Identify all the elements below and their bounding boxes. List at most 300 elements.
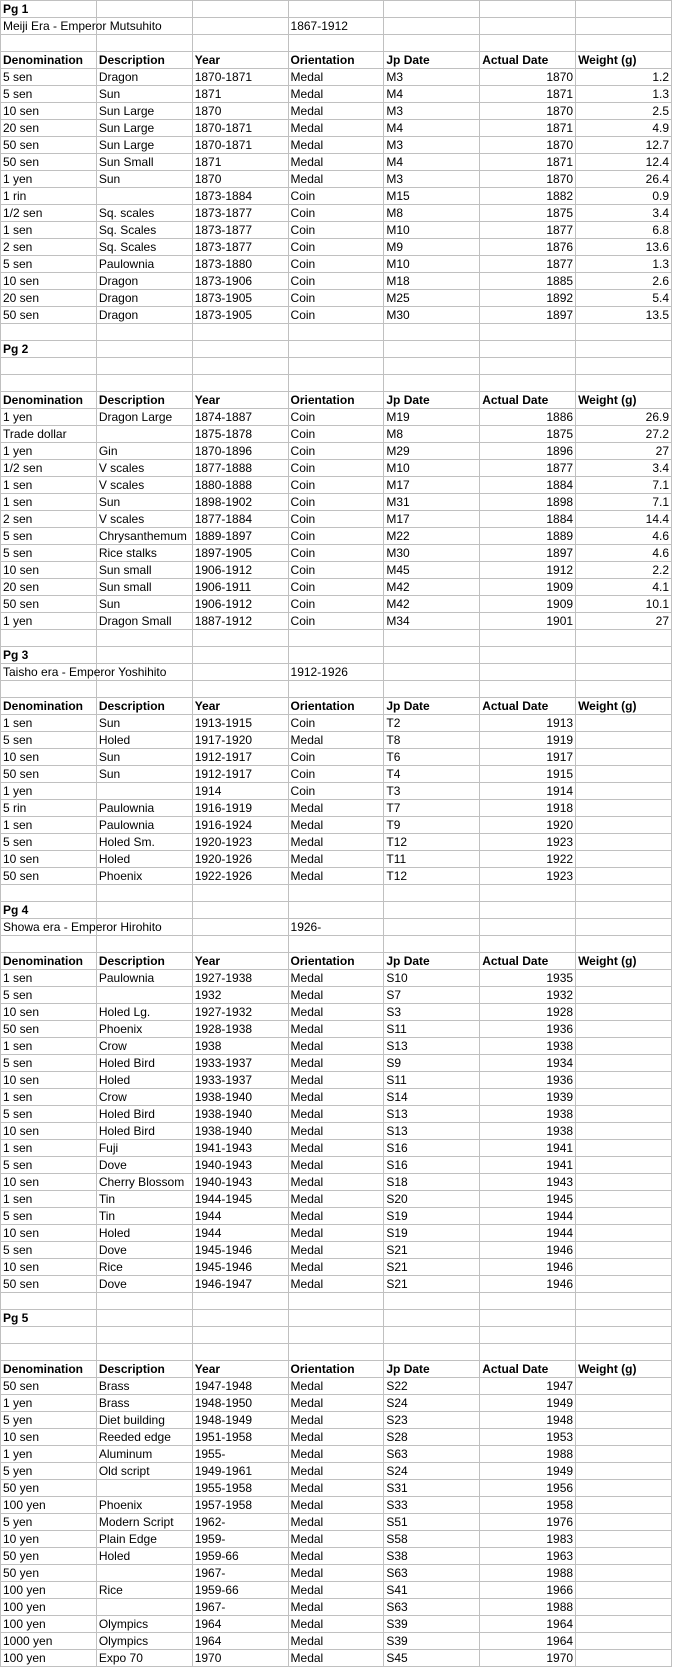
cell-weight[interactable]: 13.6 bbox=[576, 239, 672, 256]
cell-description[interactable]: Sun bbox=[96, 596, 192, 613]
cell[interactable] bbox=[192, 1293, 288, 1310]
cell-year[interactable]: 1889-1897 bbox=[192, 528, 288, 545]
cell[interactable] bbox=[576, 375, 672, 392]
cell-weight[interactable] bbox=[576, 1072, 672, 1089]
cell[interactable] bbox=[576, 630, 672, 647]
cell-jp-date[interactable]: S20 bbox=[384, 1191, 480, 1208]
cell-description[interactable] bbox=[96, 783, 192, 800]
cell-denomination[interactable]: 5 sen bbox=[1, 69, 97, 86]
cell-jp-date[interactable]: S3 bbox=[384, 1004, 480, 1021]
cell-actual-date[interactable]: 1897 bbox=[480, 545, 576, 562]
cell-description[interactable]: Holed Bird bbox=[96, 1055, 192, 1072]
cell[interactable] bbox=[288, 341, 384, 358]
cell-weight[interactable] bbox=[576, 1106, 672, 1123]
cell-jp-date[interactable]: S51 bbox=[384, 1514, 480, 1531]
cell[interactable] bbox=[480, 18, 576, 35]
column-header-actual-date[interactable]: Actual Date bbox=[480, 1361, 576, 1378]
cell-year[interactable]: 1940-1943 bbox=[192, 1174, 288, 1191]
cell[interactable] bbox=[96, 681, 192, 698]
cell[interactable] bbox=[384, 35, 480, 52]
cell-year[interactable]: 1873-1905 bbox=[192, 307, 288, 324]
cell[interactable] bbox=[384, 1293, 480, 1310]
cell-description[interactable]: Holed bbox=[96, 732, 192, 749]
cell-orientation[interactable]: Medal bbox=[288, 1565, 384, 1582]
cell[interactable] bbox=[576, 936, 672, 953]
cell-year[interactable]: 1906-1911 bbox=[192, 579, 288, 596]
cell[interactable] bbox=[576, 919, 672, 936]
cell-weight[interactable] bbox=[576, 1412, 672, 1429]
cell-denomination[interactable]: 1 sen bbox=[1, 1089, 97, 1106]
cell-jp-date[interactable]: M42 bbox=[384, 579, 480, 596]
cell[interactable] bbox=[96, 885, 192, 902]
cell-description[interactable]: Sun bbox=[96, 86, 192, 103]
cell-actual-date[interactable]: 1913 bbox=[480, 715, 576, 732]
cell[interactable] bbox=[384, 630, 480, 647]
cell-weight[interactable] bbox=[576, 1174, 672, 1191]
cell[interactable] bbox=[480, 885, 576, 902]
cell-orientation[interactable]: Medal bbox=[288, 1242, 384, 1259]
cell[interactable] bbox=[384, 1327, 480, 1344]
cell[interactable] bbox=[192, 647, 288, 664]
cell-jp-date[interactable]: M10 bbox=[384, 460, 480, 477]
cell-weight[interactable] bbox=[576, 1276, 672, 1293]
cell[interactable] bbox=[576, 664, 672, 681]
cell-denomination[interactable]: 50 sen bbox=[1, 596, 97, 613]
cell-orientation[interactable]: Coin bbox=[288, 494, 384, 511]
cell[interactable] bbox=[480, 1310, 576, 1327]
cell-jp-date[interactable]: S7 bbox=[384, 987, 480, 1004]
cell-year[interactable]: 1947-1948 bbox=[192, 1378, 288, 1395]
cell[interactable] bbox=[1, 358, 97, 375]
cell-description[interactable]: Aluminum bbox=[96, 1446, 192, 1463]
cell-year[interactable]: 1877-1884 bbox=[192, 511, 288, 528]
cell-denomination[interactable]: 10 sen bbox=[1, 103, 97, 120]
cell-actual-date[interactable]: 1870 bbox=[480, 137, 576, 154]
cell-denomination[interactable]: 5 sen bbox=[1, 86, 97, 103]
cell-denomination[interactable]: 1 sen bbox=[1, 817, 97, 834]
cell-denomination[interactable]: 10 sen bbox=[1, 851, 97, 868]
cell-orientation[interactable]: Medal bbox=[288, 1191, 384, 1208]
column-header-weight[interactable]: Weight (g) bbox=[576, 953, 672, 970]
cell-weight[interactable] bbox=[576, 1565, 672, 1582]
cell-denomination[interactable]: 10 sen bbox=[1, 273, 97, 290]
cell-orientation[interactable]: Coin bbox=[288, 613, 384, 630]
cell-orientation[interactable]: Medal bbox=[288, 1463, 384, 1480]
cell[interactable] bbox=[576, 1344, 672, 1361]
cell-actual-date[interactable]: 1871 bbox=[480, 154, 576, 171]
cell[interactable] bbox=[192, 630, 288, 647]
cell-jp-date[interactable]: M10 bbox=[384, 256, 480, 273]
cell[interactable] bbox=[192, 375, 288, 392]
cell-weight[interactable]: 12.7 bbox=[576, 137, 672, 154]
cell-actual-date[interactable]: 1918 bbox=[480, 800, 576, 817]
cell[interactable] bbox=[480, 647, 576, 664]
cell-weight[interactable] bbox=[576, 783, 672, 800]
cell-year[interactable]: 1957-1958 bbox=[192, 1497, 288, 1514]
cell-jp-date[interactable]: S9 bbox=[384, 1055, 480, 1072]
cell-orientation[interactable]: Coin bbox=[288, 477, 384, 494]
cell-denomination[interactable]: 5 sen bbox=[1, 1157, 97, 1174]
cell-denomination[interactable]: 10 sen bbox=[1, 1225, 97, 1242]
cell-orientation[interactable]: Medal bbox=[288, 987, 384, 1004]
cell-year[interactable]: 1955-1958 bbox=[192, 1480, 288, 1497]
cell-orientation[interactable]: Medal bbox=[288, 1378, 384, 1395]
cell-denomination[interactable]: 1 yen bbox=[1, 613, 97, 630]
cell-actual-date[interactable]: 1871 bbox=[480, 120, 576, 137]
cell-weight[interactable] bbox=[576, 1582, 672, 1599]
cell-orientation[interactable]: Medal bbox=[288, 1497, 384, 1514]
cell-year[interactable]: 1874-1887 bbox=[192, 409, 288, 426]
cell[interactable] bbox=[1, 324, 97, 341]
cell-orientation[interactable]: Medal bbox=[288, 1514, 384, 1531]
cell-actual-date[interactable]: 1901 bbox=[480, 613, 576, 630]
cell-weight[interactable] bbox=[576, 1089, 672, 1106]
page-label[interactable]: Pg 2 bbox=[1, 341, 97, 358]
cell-description[interactable]: Dove bbox=[96, 1242, 192, 1259]
cell[interactable] bbox=[384, 324, 480, 341]
cell[interactable] bbox=[96, 324, 192, 341]
cell-actual-date[interactable]: 1976 bbox=[480, 1514, 576, 1531]
cell-jp-date[interactable]: S16 bbox=[384, 1157, 480, 1174]
cell-description[interactable]: Brass bbox=[96, 1378, 192, 1395]
cell-denomination[interactable]: 1000 yen bbox=[1, 1633, 97, 1650]
cell[interactable] bbox=[192, 1344, 288, 1361]
cell-denomination[interactable]: 5 sen bbox=[1, 987, 97, 1004]
cell-jp-date[interactable]: M18 bbox=[384, 273, 480, 290]
cell-description[interactable]: Sun bbox=[96, 494, 192, 511]
cell-denomination[interactable]: 10 sen bbox=[1, 1004, 97, 1021]
cell-actual-date[interactable]: 1932 bbox=[480, 987, 576, 1004]
cell[interactable] bbox=[384, 936, 480, 953]
cell-weight[interactable] bbox=[576, 1208, 672, 1225]
cell-weight[interactable] bbox=[576, 987, 672, 1004]
cell-year[interactable]: 1871 bbox=[192, 154, 288, 171]
column-header-description[interactable]: Description bbox=[96, 52, 192, 69]
cell-jp-date[interactable]: M42 bbox=[384, 596, 480, 613]
cell-description[interactable]: Holed Sm. bbox=[96, 834, 192, 851]
cell-denomination[interactable]: 1/2 sen bbox=[1, 205, 97, 222]
cell[interactable] bbox=[384, 885, 480, 902]
cell-description[interactable]: Gin bbox=[96, 443, 192, 460]
cell-description[interactable]: Sun Small bbox=[96, 154, 192, 171]
cell[interactable] bbox=[288, 375, 384, 392]
cell-denomination[interactable]: 100 yen bbox=[1, 1616, 97, 1633]
cell[interactable] bbox=[384, 681, 480, 698]
cell-year[interactable]: 1967- bbox=[192, 1565, 288, 1582]
cell-jp-date[interactable]: S21 bbox=[384, 1259, 480, 1276]
cell-year[interactable]: 1955- bbox=[192, 1446, 288, 1463]
cell-year[interactable]: 1940-1943 bbox=[192, 1157, 288, 1174]
cell[interactable] bbox=[576, 358, 672, 375]
cell[interactable] bbox=[576, 681, 672, 698]
cell-actual-date[interactable]: 1947 bbox=[480, 1378, 576, 1395]
column-header-denomination[interactable]: Denomination bbox=[1, 52, 97, 69]
cell-description[interactable] bbox=[96, 1480, 192, 1497]
cell-orientation[interactable]: Coin bbox=[288, 562, 384, 579]
cell-description[interactable]: Holed Lg. bbox=[96, 1004, 192, 1021]
cell-weight[interactable] bbox=[576, 868, 672, 885]
cell[interactable] bbox=[288, 630, 384, 647]
cell-denomination[interactable]: 50 sen bbox=[1, 307, 97, 324]
cell-actual-date[interactable]: 1988 bbox=[480, 1565, 576, 1582]
cell[interactable] bbox=[288, 885, 384, 902]
column-header-orientation[interactable]: Orientation bbox=[288, 52, 384, 69]
cell-actual-date[interactable]: 1958 bbox=[480, 1497, 576, 1514]
cell-weight[interactable] bbox=[576, 1446, 672, 1463]
cell-weight[interactable] bbox=[576, 715, 672, 732]
cell[interactable] bbox=[192, 18, 288, 35]
cell-denomination[interactable]: 1/2 sen bbox=[1, 460, 97, 477]
cell[interactable] bbox=[192, 358, 288, 375]
cell[interactable] bbox=[1, 35, 97, 52]
cell-year[interactable]: 1875-1878 bbox=[192, 426, 288, 443]
cell-description[interactable]: Dove bbox=[96, 1157, 192, 1174]
cell-actual-date[interactable]: 1909 bbox=[480, 596, 576, 613]
cell-denomination[interactable]: 1 rin bbox=[1, 188, 97, 205]
era-name[interactable]: Showa era - Emperor Hirohito bbox=[1, 919, 97, 936]
cell-year[interactable]: 1870-1871 bbox=[192, 120, 288, 137]
cell-jp-date[interactable]: M15 bbox=[384, 188, 480, 205]
cell-orientation[interactable]: Medal bbox=[288, 1412, 384, 1429]
cell-jp-date[interactable]: M4 bbox=[384, 120, 480, 137]
cell-denomination[interactable]: 5 rin bbox=[1, 800, 97, 817]
cell-jp-date[interactable]: S18 bbox=[384, 1174, 480, 1191]
cell-jp-date[interactable]: S23 bbox=[384, 1412, 480, 1429]
cell[interactable] bbox=[384, 647, 480, 664]
cell-actual-date[interactable]: 1919 bbox=[480, 732, 576, 749]
cell-orientation[interactable]: Medal bbox=[288, 1021, 384, 1038]
cell-weight[interactable] bbox=[576, 1548, 672, 1565]
cell-actual-date[interactable]: 1875 bbox=[480, 426, 576, 443]
era-years[interactable]: 1867-1912 bbox=[288, 18, 384, 35]
cell-year[interactable]: 1938-1940 bbox=[192, 1106, 288, 1123]
cell-orientation[interactable]: Coin bbox=[288, 528, 384, 545]
cell[interactable] bbox=[384, 358, 480, 375]
cell-year[interactable]: 1959- bbox=[192, 1531, 288, 1548]
cell-weight[interactable]: 3.4 bbox=[576, 205, 672, 222]
cell-orientation[interactable]: Coin bbox=[288, 749, 384, 766]
era-name[interactable]: Taisho era - Emperor Yoshihito bbox=[1, 664, 97, 681]
cell-denomination[interactable]: 5 sen bbox=[1, 1242, 97, 1259]
cell-jp-date[interactable]: S63 bbox=[384, 1446, 480, 1463]
cell[interactable] bbox=[192, 681, 288, 698]
cell-weight[interactable] bbox=[576, 732, 672, 749]
cell-denomination[interactable]: 2 sen bbox=[1, 239, 97, 256]
cell-actual-date[interactable]: 1923 bbox=[480, 868, 576, 885]
cell-year[interactable]: 1912-1917 bbox=[192, 749, 288, 766]
cell-jp-date[interactable]: S19 bbox=[384, 1225, 480, 1242]
cell-jp-date[interactable]: S58 bbox=[384, 1531, 480, 1548]
cell-denomination[interactable]: 10 sen bbox=[1, 1429, 97, 1446]
cell-jp-date[interactable]: S10 bbox=[384, 970, 480, 987]
cell-weight[interactable] bbox=[576, 749, 672, 766]
cell-jp-date[interactable]: S63 bbox=[384, 1599, 480, 1616]
cell-jp-date[interactable]: S14 bbox=[384, 1089, 480, 1106]
cell[interactable] bbox=[288, 324, 384, 341]
cell-year[interactable]: 1914 bbox=[192, 783, 288, 800]
cell-jp-date[interactable]: M8 bbox=[384, 205, 480, 222]
cell-actual-date[interactable]: 1946 bbox=[480, 1276, 576, 1293]
column-header-denomination[interactable]: Denomination bbox=[1, 953, 97, 970]
cell-orientation[interactable]: Medal bbox=[288, 1140, 384, 1157]
cell-denomination[interactable]: 5 sen bbox=[1, 256, 97, 273]
cell-year[interactable]: 1927-1932 bbox=[192, 1004, 288, 1021]
cell-description[interactable]: Sun small bbox=[96, 562, 192, 579]
cell-orientation[interactable]: Medal bbox=[288, 137, 384, 154]
cell-denomination[interactable]: 5 sen bbox=[1, 528, 97, 545]
cell-description[interactable]: Holed bbox=[96, 851, 192, 868]
column-header-orientation[interactable]: Orientation bbox=[288, 953, 384, 970]
cell-orientation[interactable]: Medal bbox=[288, 1157, 384, 1174]
column-header-weight[interactable]: Weight (g) bbox=[576, 698, 672, 715]
cell-actual-date[interactable]: 1877 bbox=[480, 222, 576, 239]
cell-description[interactable]: Phoenix bbox=[96, 1497, 192, 1514]
cell-year[interactable]: 1933-1937 bbox=[192, 1072, 288, 1089]
cell-description[interactable]: Dove bbox=[96, 1276, 192, 1293]
cell-denomination[interactable]: 20 sen bbox=[1, 290, 97, 307]
cell-denomination[interactable]: 1 yen bbox=[1, 171, 97, 188]
cell-orientation[interactable]: Medal bbox=[288, 120, 384, 137]
cell-actual-date[interactable]: 1914 bbox=[480, 783, 576, 800]
cell-jp-date[interactable]: S13 bbox=[384, 1123, 480, 1140]
cell-jp-date[interactable]: T6 bbox=[384, 749, 480, 766]
cell-actual-date[interactable]: 1886 bbox=[480, 409, 576, 426]
cell-actual-date[interactable]: 1956 bbox=[480, 1480, 576, 1497]
column-header-year[interactable]: Year bbox=[192, 392, 288, 409]
cell-orientation[interactable]: Medal bbox=[288, 1650, 384, 1667]
cell-orientation[interactable]: Medal bbox=[288, 1276, 384, 1293]
cell-year[interactable]: 1916-1924 bbox=[192, 817, 288, 834]
cell-actual-date[interactable]: 1949 bbox=[480, 1463, 576, 1480]
cell-description[interactable]: Rice bbox=[96, 1582, 192, 1599]
cell-year[interactable]: 1920-1926 bbox=[192, 851, 288, 868]
cell-denomination[interactable]: 1 sen bbox=[1, 970, 97, 987]
cell-jp-date[interactable]: M3 bbox=[384, 69, 480, 86]
cell-jp-date[interactable]: M19 bbox=[384, 409, 480, 426]
cell-jp-date[interactable]: S21 bbox=[384, 1276, 480, 1293]
cell[interactable] bbox=[96, 375, 192, 392]
cell-weight[interactable] bbox=[576, 1497, 672, 1514]
cell-denomination[interactable]: 5 sen bbox=[1, 1208, 97, 1225]
cell[interactable] bbox=[1, 1344, 97, 1361]
cell-orientation[interactable]: Medal bbox=[288, 1548, 384, 1565]
cell-weight[interactable]: 7.1 bbox=[576, 494, 672, 511]
cell-orientation[interactable]: Coin bbox=[288, 596, 384, 613]
cell-weight[interactable]: 4.1 bbox=[576, 579, 672, 596]
column-header-jp-date[interactable]: Jp Date bbox=[384, 1361, 480, 1378]
cell-jp-date[interactable]: M45 bbox=[384, 562, 480, 579]
cell-jp-date[interactable]: M31 bbox=[384, 494, 480, 511]
cell-year[interactable]: 1959-66 bbox=[192, 1582, 288, 1599]
cell-jp-date[interactable]: S28 bbox=[384, 1429, 480, 1446]
cell[interactable] bbox=[576, 35, 672, 52]
cell-denomination[interactable]: 1 yen bbox=[1, 1395, 97, 1412]
column-header-year[interactable]: Year bbox=[192, 698, 288, 715]
cell-weight[interactable]: 27 bbox=[576, 613, 672, 630]
cell-jp-date[interactable]: M3 bbox=[384, 137, 480, 154]
cell-year[interactable]: 1951-1958 bbox=[192, 1429, 288, 1446]
cell-year[interactable]: 1873-1877 bbox=[192, 222, 288, 239]
cell-denomination[interactable]: 100 yen bbox=[1, 1650, 97, 1667]
cell-denomination[interactable]: 10 sen bbox=[1, 1072, 97, 1089]
cell-jp-date[interactable]: S24 bbox=[384, 1395, 480, 1412]
column-header-actual-date[interactable]: Actual Date bbox=[480, 52, 576, 69]
cell-jp-date[interactable]: S21 bbox=[384, 1242, 480, 1259]
cell[interactable] bbox=[192, 919, 288, 936]
cell[interactable] bbox=[96, 902, 192, 919]
cell-actual-date[interactable]: 1885 bbox=[480, 273, 576, 290]
cell-weight[interactable]: 10.1 bbox=[576, 596, 672, 613]
cell-description[interactable]: Paulownia bbox=[96, 256, 192, 273]
cell-weight[interactable]: 26.4 bbox=[576, 171, 672, 188]
cell-actual-date[interactable]: 1923 bbox=[480, 834, 576, 851]
era-years[interactable]: 1926- bbox=[288, 919, 384, 936]
cell-description[interactable]: Olympics bbox=[96, 1633, 192, 1650]
cell-description[interactable]: Sun small bbox=[96, 579, 192, 596]
cell-actual-date[interactable]: 1939 bbox=[480, 1089, 576, 1106]
column-header-orientation[interactable]: Orientation bbox=[288, 698, 384, 715]
cell-jp-date[interactable]: S38 bbox=[384, 1548, 480, 1565]
cell-description[interactable]: Sun Large bbox=[96, 137, 192, 154]
cell-orientation[interactable]: Medal bbox=[288, 1531, 384, 1548]
cell[interactable] bbox=[1, 375, 97, 392]
cell-weight[interactable]: 7.1 bbox=[576, 477, 672, 494]
cell-actual-date[interactable]: 1876 bbox=[480, 239, 576, 256]
cell[interactable] bbox=[384, 18, 480, 35]
cell-orientation[interactable]: Coin bbox=[288, 545, 384, 562]
cell-weight[interactable] bbox=[576, 1599, 672, 1616]
cell-denomination[interactable]: 50 sen bbox=[1, 868, 97, 885]
cell-jp-date[interactable]: M3 bbox=[384, 103, 480, 120]
cell[interactable] bbox=[96, 1327, 192, 1344]
column-header-weight[interactable]: Weight (g) bbox=[576, 392, 672, 409]
column-header-actual-date[interactable]: Actual Date bbox=[480, 392, 576, 409]
cell-weight[interactable] bbox=[576, 1021, 672, 1038]
cell-description[interactable]: Sun bbox=[96, 766, 192, 783]
cell-weight[interactable]: 2.2 bbox=[576, 562, 672, 579]
cell-weight[interactable] bbox=[576, 1191, 672, 1208]
cell-jp-date[interactable]: M25 bbox=[384, 290, 480, 307]
cell[interactable] bbox=[288, 1327, 384, 1344]
cell[interactable] bbox=[576, 1327, 672, 1344]
cell-weight[interactable] bbox=[576, 1038, 672, 1055]
cell-year[interactable]: 1959-66 bbox=[192, 1548, 288, 1565]
cell-jp-date[interactable]: M30 bbox=[384, 545, 480, 562]
cell-orientation[interactable]: Medal bbox=[288, 1429, 384, 1446]
cell-actual-date[interactable]: 1898 bbox=[480, 494, 576, 511]
cell-orientation[interactable]: Coin bbox=[288, 460, 384, 477]
cell-denomination[interactable]: 5 yen bbox=[1, 1514, 97, 1531]
cell-description[interactable] bbox=[96, 188, 192, 205]
cell-actual-date[interactable]: 1922 bbox=[480, 851, 576, 868]
cell-description[interactable]: V scales bbox=[96, 477, 192, 494]
column-header-description[interactable]: Description bbox=[96, 953, 192, 970]
cell[interactable] bbox=[96, 936, 192, 953]
cell-year[interactable]: 1938-1940 bbox=[192, 1123, 288, 1140]
cell[interactable] bbox=[1, 1327, 97, 1344]
cell-orientation[interactable]: Medal bbox=[288, 69, 384, 86]
cell-actual-date[interactable]: 1909 bbox=[480, 579, 576, 596]
cell-year[interactable]: 1870 bbox=[192, 171, 288, 188]
cell-year[interactable]: 1964 bbox=[192, 1633, 288, 1650]
cell-description[interactable] bbox=[96, 987, 192, 1004]
cell-year[interactable]: 1906-1912 bbox=[192, 596, 288, 613]
page-label[interactable]: Pg 3 bbox=[1, 647, 97, 664]
cell-denomination[interactable]: 50 sen bbox=[1, 1276, 97, 1293]
cell-jp-date[interactable]: S22 bbox=[384, 1378, 480, 1395]
cell-actual-date[interactable]: 1870 bbox=[480, 103, 576, 120]
cell-jp-date[interactable]: M4 bbox=[384, 154, 480, 171]
